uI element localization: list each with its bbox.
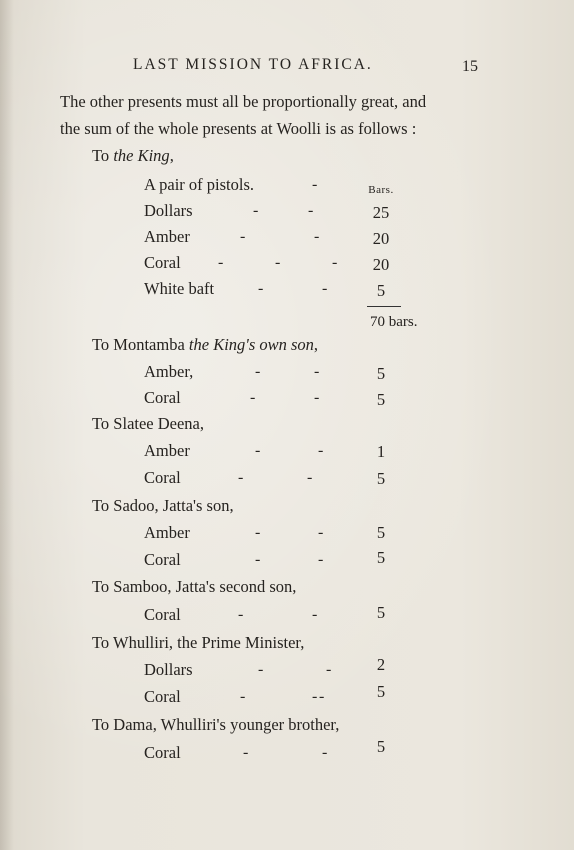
item-value: 5 [376,682,386,701]
leader-dash: - [218,254,224,271]
item-value: 2 [376,655,386,674]
leader-dash: - [240,228,246,245]
leader-dash: - [255,524,261,541]
column-header-bars: Bars. [368,184,394,196]
item-value: 20 [372,255,390,274]
leader-dash: - [314,389,320,406]
intro-line-2: the sum of the whole presents at Woolli is as follows : [60,119,417,138]
item-name: White baft [144,279,215,298]
leader-dash: - [258,661,264,678]
item-value: 1 [376,442,386,461]
page-number: 15 [462,58,478,75]
recipient-dama: To Dama, Whulliri's younger brother, [92,715,340,734]
recipient-samboo: To Samboo, Jatta's second son, [92,577,297,596]
item-name: A pair of pistols. [144,175,254,194]
item-value: 25 [372,203,390,222]
leader-dash: - [255,551,261,568]
item-value: 5 [376,281,386,300]
item-value: 5 [376,390,386,409]
leader-dash: - [312,176,318,193]
item-value: 5 [376,364,386,383]
item-name: Coral [144,388,181,407]
leader-dash: - [322,744,328,761]
leader-dash: - [238,606,244,623]
leader-dash: - [318,442,324,459]
item-name: Coral [144,253,181,272]
item-name: Coral [144,743,181,762]
item-value: 20 [372,229,390,248]
item-name: Coral [144,605,181,624]
leader-dash: - [250,389,256,406]
leader-dash: - [318,551,324,568]
montamba-relation: the King's own son [188,335,314,354]
leader-dash: - [307,469,313,486]
leader-dash: - [314,228,320,245]
item-name: Dollars [144,201,193,220]
king-total: 70 bars. [370,314,418,330]
item-name: Coral [144,687,181,706]
item-name: Amber [144,227,190,246]
king-name: the King [113,146,170,165]
recipient-whulliri: To Whulliri, the Prime Minister, [92,633,305,652]
leader-dash: - [332,254,338,271]
leader-dash: - [258,280,264,297]
item-value: 5 [376,603,386,622]
leader-dash: - [255,363,261,380]
item-value: 5 [376,737,386,756]
leader-dash: - [312,606,318,623]
leader-dash: - [322,280,328,297]
recipient-king: To the King, [92,146,174,165]
leader-dash: - [255,442,261,459]
running-title: LAST MISSION TO AFRICA. [133,56,373,73]
intro-line-1: The other presents must all be proportionally great, and [60,92,427,111]
item-value: 5 [376,469,386,488]
leader-dash: - [326,661,332,678]
leader-dash: - [319,688,325,705]
recipient-slatee-deena: To Slatee Deena, [92,414,205,433]
recipient-montamba: To Montamba the King's own son, [92,335,319,354]
item-name: Dollars [144,660,193,679]
item-name: Amber [144,523,190,542]
leader-dash: - [275,254,281,271]
leader-dash: - [318,524,324,541]
item-value: 5 [376,548,386,567]
recipient-sadoo: To Sadoo, Jatta's son, [92,496,234,515]
leader-dash: - [240,688,246,705]
sum-rule [367,306,401,307]
item-name: Amber, [144,362,194,381]
leader-dash: - [243,744,249,761]
leader-dash: - [312,688,318,705]
leader-dash: - [253,202,259,219]
item-name: Amber [144,441,190,460]
leader-dash: - [238,469,244,486]
page-spine-shadow [0,0,14,850]
item-value: 5 [376,523,386,542]
leader-dash: - [308,202,314,219]
item-name: Coral [144,550,181,569]
leader-dash: - [314,363,320,380]
item-name: Coral [144,468,181,487]
